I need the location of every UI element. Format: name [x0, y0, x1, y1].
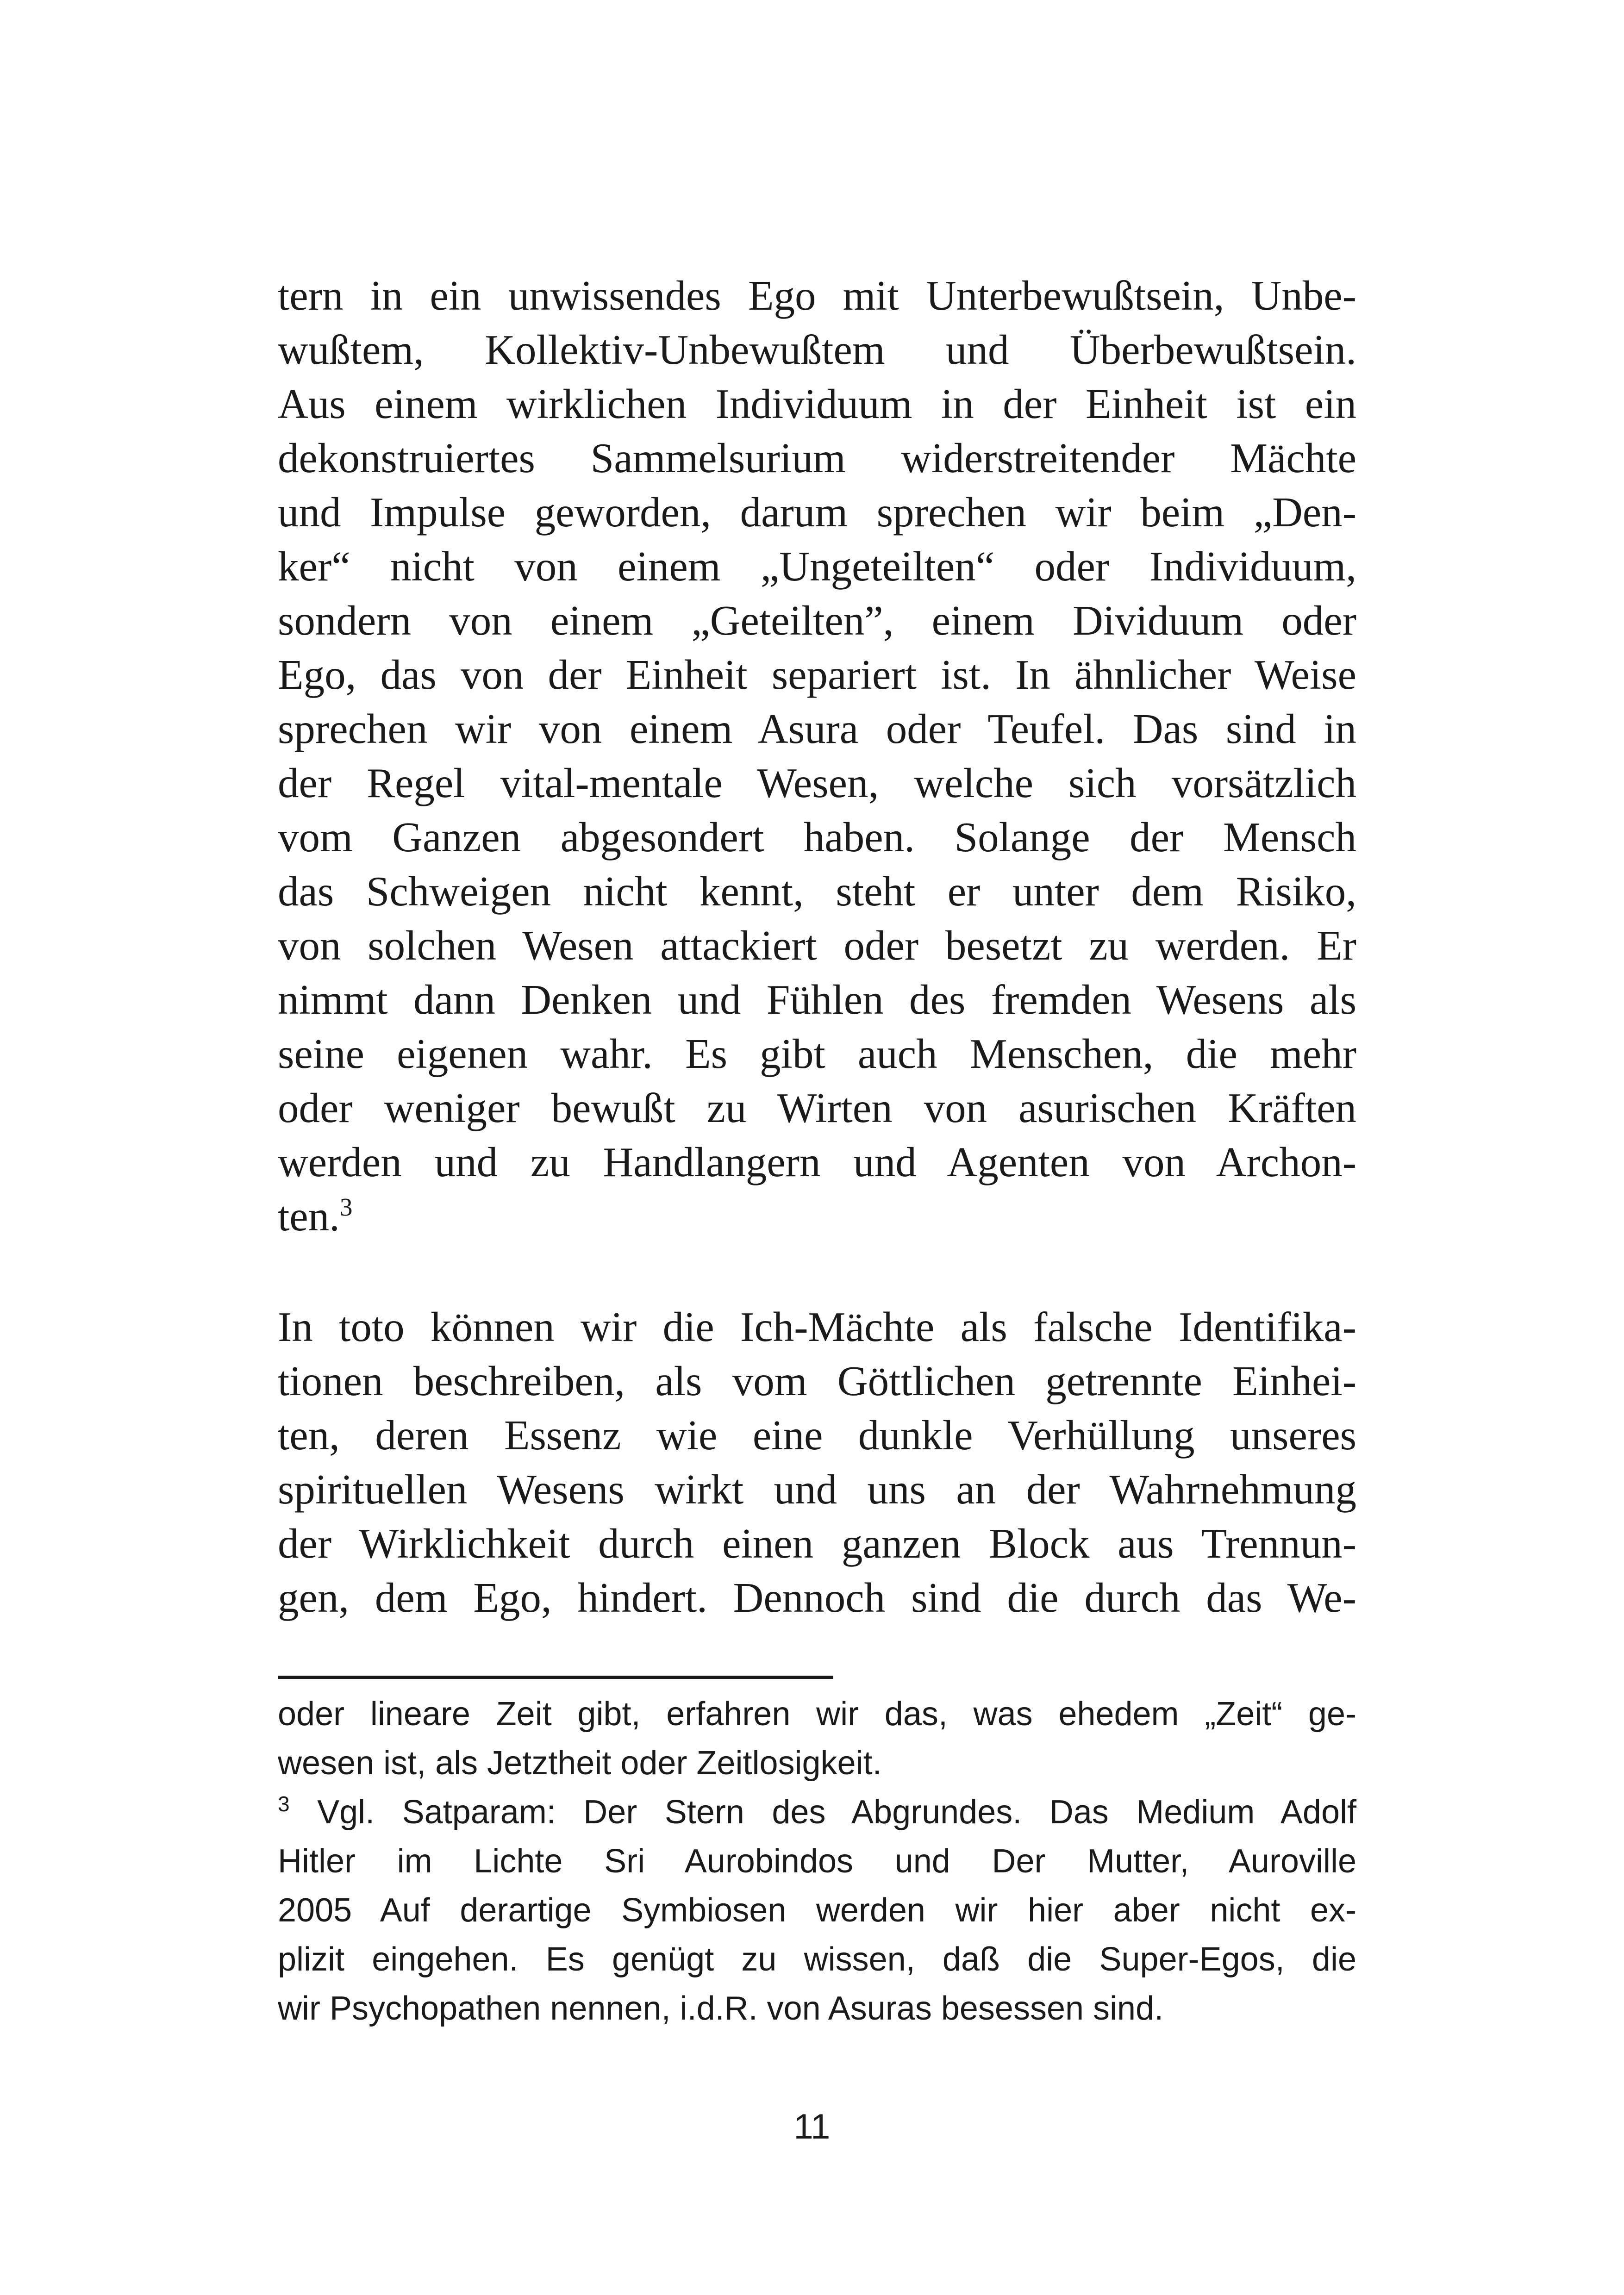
text-line: wußtem, Kollektiv-Unbewußtem und Überbewußtsein.	[278, 326, 1356, 373]
text-line: tionen beschreiben, als vom Göttlichen getrennte Einhei-	[278, 1358, 1356, 1404]
text-line: spirituellen Wesens wirkt und uns an der Wahrnehmung	[278, 1466, 1356, 1513]
text-line: In toto können wir die Ich-Mächte als falsche Identifika-	[278, 1303, 1356, 1350]
footnote-3	[278, 1788, 1356, 2033]
footnote-line: wir Psychopathen nennen, i.d.R. von Asuras besessen sind.	[278, 1990, 1164, 2027]
text-line: werden und zu Handlangern und Agenten von Archon-	[278, 1139, 1356, 1185]
footnote-continued	[278, 1690, 1356, 1788]
paragraph-2	[278, 1300, 1356, 1625]
footnote-line: plizit eingehen. Es genügt zu wissen, daß die Super-Egos, die	[278, 1941, 1356, 1978]
footnote-line: 2005 Auf derartige Symbiosen werden wir hier aber nicht ex-	[278, 1892, 1356, 1929]
text-line: sprechen wir von einem Asura oder Teufel. Das sind in	[278, 705, 1356, 752]
text-fragment: ten.	[278, 1193, 340, 1240]
footnote-reference[interactable]: 3	[339, 1193, 353, 1221]
text-line: tern in ein unwissendes Ego mit Unterbewußtsein, Unbe-	[278, 272, 1356, 319]
footnote-line: wesen ist, als Jetztheit oder Zeitlosigkeit.	[278, 1745, 882, 1782]
text-line: oder weniger bewußt zu Wirten von asurischen Kräften	[278, 1085, 1356, 1131]
text-line: ten, deren Essenz wie eine dunkle Verhüllung unseres	[278, 1412, 1356, 1459]
text-line: gen, dem Ego, hindert. Dennoch sind die durch das We-	[278, 1574, 1356, 1621]
text-line-last	[278, 1189, 1356, 1243]
text-line: und Impulse geworden, darum sprechen wir beim „Den-	[278, 489, 1356, 536]
text-line: der Wirklichkeit durch einen ganzen Block aus Trennun-	[278, 1520, 1356, 1567]
footnote-marker: 3	[278, 1792, 290, 1816]
text-line: ker“ nicht von einem „Ungeteilten“ oder Individuum,	[278, 543, 1356, 590]
paragraph-1	[278, 268, 1356, 1243]
text-fragment: Vgl. Satparam: Der Stern des Abgrundes. Das Medium Adolf	[289, 1794, 1356, 1831]
text-line: dekonstruiertes Sammelsurium widerstreitender Mächte	[278, 435, 1356, 481]
footnote-separator	[278, 1676, 833, 1679]
text-line: das Schweigen nicht kennt, steht er unter dem Risiko,	[278, 868, 1356, 915]
body-text	[278, 268, 1356, 1625]
text-line: sondern von einem „Geteilten”, einem Dividuum oder	[278, 597, 1356, 644]
footnote-line: Hitler im Lichte Sri Aurobindos und Der Mutter, Auroville	[278, 1843, 1356, 1880]
text-line: seine eigenen wahr. Es gibt auch Menschen, die mehr	[278, 1030, 1356, 1077]
footnote-line: oder lineare Zeit gibt, erfahren wir das, was ehedem „Zeit“ ge-	[278, 1696, 1356, 1733]
footnotes	[278, 1690, 1356, 2033]
text-line: nimmt dann Denken und Fühlen des fremden Wesens als	[278, 976, 1356, 1023]
text-line: Aus einem wirklichen Individuum in der Einheit ist ein	[278, 380, 1356, 427]
text-line: Ego, das von der Einheit separiert ist. In ähnlicher Weise	[278, 651, 1356, 698]
footnote-line	[278, 1788, 1356, 1837]
text-line: vom Ganzen abgesondert haben. Solange der Mensch	[278, 814, 1356, 861]
page-number: 11	[793, 2107, 831, 2146]
text-line: von solchen Wesen attackiert oder besetzt zu werden. Er	[278, 922, 1356, 969]
text-line: der Regel vital-mentale Wesen, welche sich vorsätzlich	[278, 760, 1356, 806]
